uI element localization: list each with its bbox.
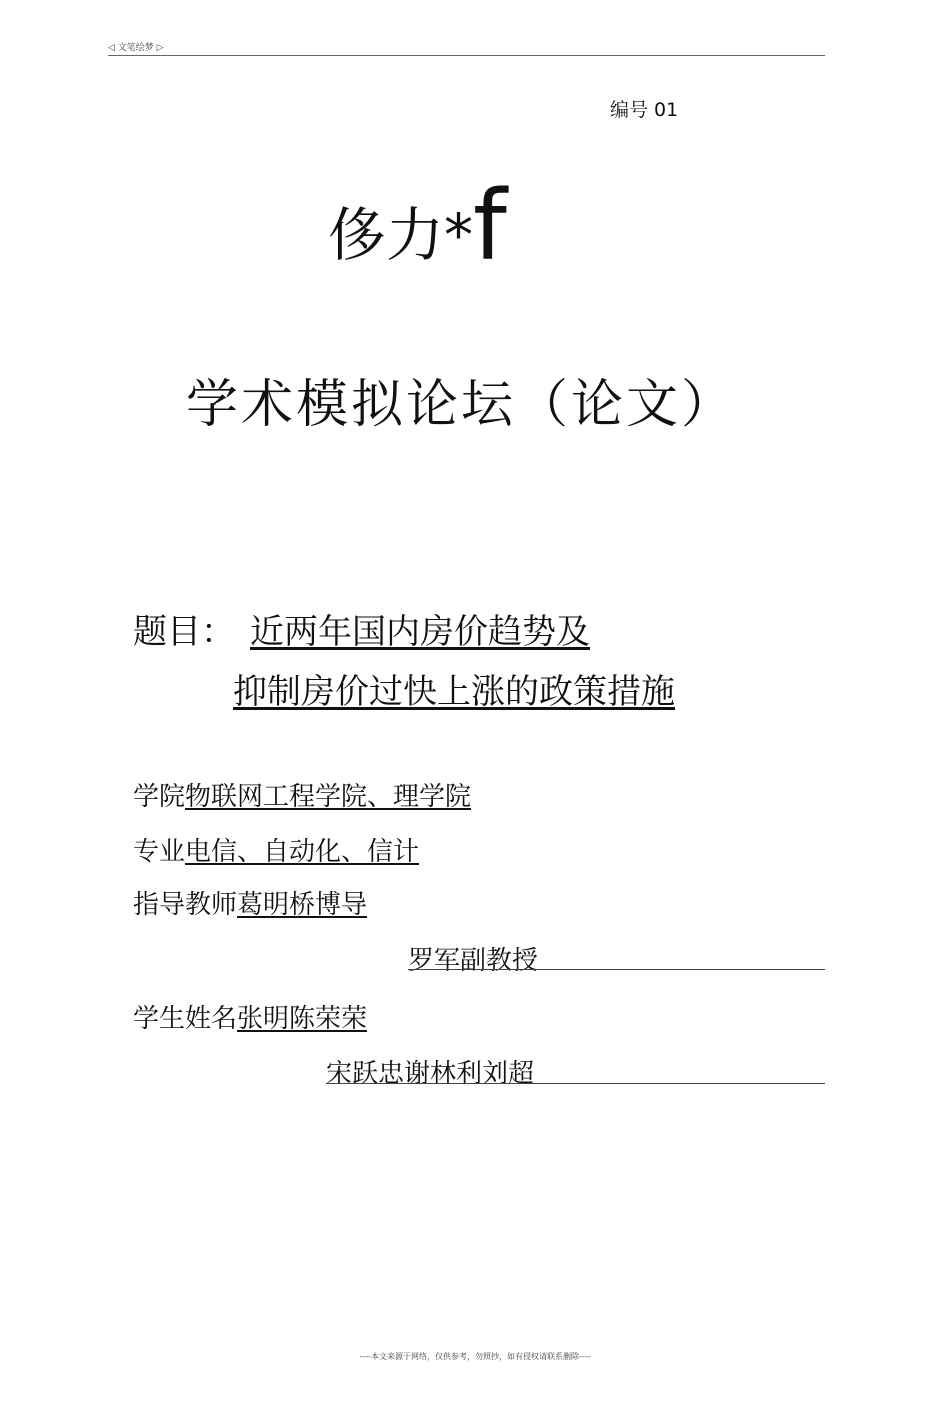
college-value: 物联网工程学院、理学院 — [185, 782, 472, 812]
major-row — [133, 831, 419, 868]
serial-number: 编号 01 — [610, 99, 679, 121]
college-row — [133, 776, 471, 813]
header-divider — [108, 55, 825, 56]
logo-big-letter: f — [473, 170, 507, 282]
advisor-row — [133, 884, 367, 921]
advisor-underline — [408, 969, 825, 970]
advisor-value-1: 葛明桥博导 — [237, 890, 368, 920]
major-label: 专业 — [133, 837, 186, 867]
student-value-1: 张明陈荣荣 — [237, 1004, 368, 1034]
major-value: 电信、自动化、信计 — [185, 837, 420, 867]
student-row — [133, 998, 367, 1035]
college-label: 学院 — [133, 782, 186, 812]
student-label: 学生姓名 — [133, 1004, 238, 1034]
student-value-2: 宋跃忠谢林利刘超 — [326, 1059, 535, 1089]
logo-text: 侈力* — [328, 201, 474, 269]
topic-label: 题目： — [133, 612, 235, 652]
page-header-text: ◁ 文笔绘梦 ▷ — [108, 43, 164, 53]
advisor-value-2: 罗军副教授 — [408, 946, 539, 976]
topic-title-line2: 抑制房价过快上涨的政策措施 — [233, 672, 675, 712]
advisor-label: 指导教师 — [133, 890, 238, 920]
topic-title-line1: 近两年国内房价趋势及 — [250, 612, 590, 652]
student-underline — [326, 1083, 825, 1084]
main-title: 学术模拟论坛（论文） — [186, 375, 737, 435]
logo — [328, 170, 507, 282]
page-footer-disclaimer: ----本文来源于网络，仅供参考，勿照抄，如有侵权请联系删除---- — [359, 1352, 591, 1361]
